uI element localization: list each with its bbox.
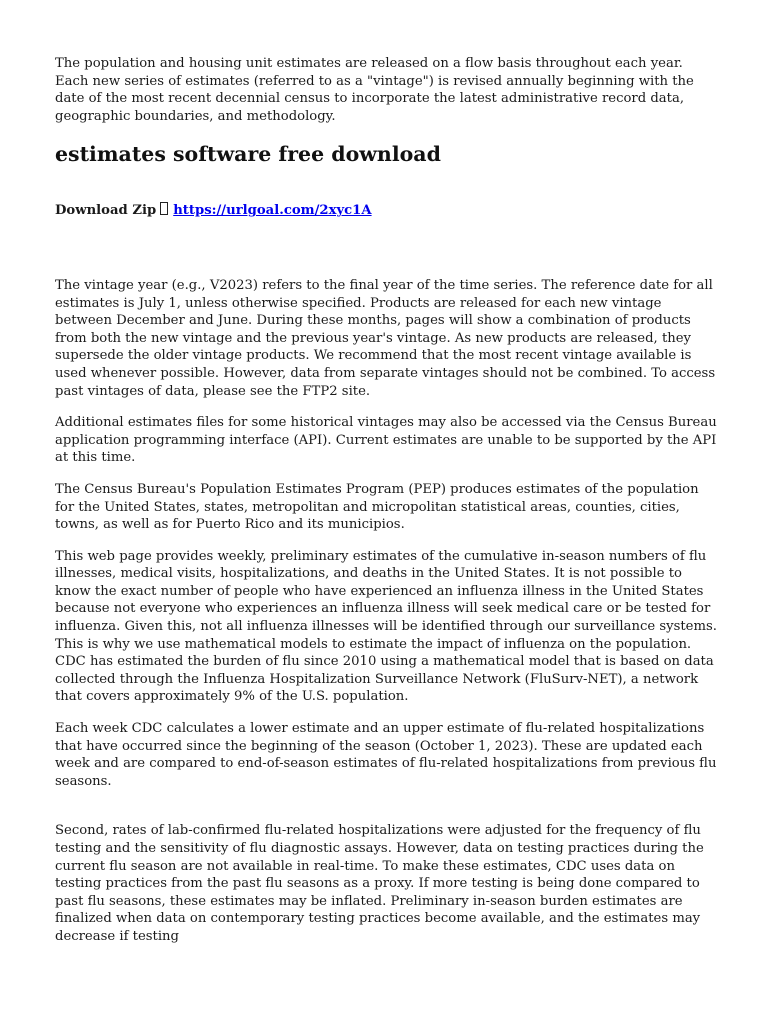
paragraph-api: Additional estimates files for some historical vintages may also be accessed via the Census Bureau application programming interface (API). Current estimates are unable to be supported by the API at this time. [55,415,717,466]
paragraph-vintage: The vintage year (e.g., V2023) refers to the final year of the time series. The reference date for all estimates is July 1, unless otherwise specified. Products are released for each new vintage between December and June. During these months, pages will show a combination of products from both the new vintage and the previous year's vintage. As new products are released, they supersede the older vintage products. We recommend that the most recent vintage available is used whenever possible. However, data from separate vintages should not be combined. To access past vintages of data, please see the FTP2 site. [55,277,716,399]
page-title: estimates software free download [55,142,441,167]
download-line [55,202,720,220]
document-page [55,55,720,946]
paragraph-flu-weekly: This web page provides weekly, preliminary estimates of the cumulative in-season numbers of flu illnesses, medical visits, hospitalizations, and deaths in the United States. It is not possible to know the exact number of people who have experienced an influenza illness in the United States because not everyone who experiences an influenza illness will seek medical care or be tested for influenza. Given this, not all influenza illnesses will be identified through our surveillance systems. This is why we use mathematical models to estimate the impact of influenza on the population. CDC has estimated the burden of flu since 2010 using a mathematical model that is based on data collected through the Influenza Hospitalization Surveillance Network (FluSurv-NET), a network that covers approximately 9% of the U.S. population. [55,548,717,705]
paragraph-pep: The Census Bureau's Population Estimates Program (PEP) produces estimates of the population for the United States, states, metropolitan and micropolitan statistical areas, counties, cities, towns, as well as for Puerto Rico and its municipios. [55,481,699,533]
download-label: Download Zip [55,203,157,219]
paragraph-cdc-estimates: Each week CDC calculates a lower estimate and an upper estimate of flu-related hospitalizations that have occurred since the beginning of the season (October 1, 2023). These are updated each week and are compared to end-of-season estimates of flu-related hospitalizations from previous flu seasons. [55,721,717,789]
paragraph-testing: Second, rates of lab-confirmed flu-related hospitalizations were adjusted for the frequency of flu testing and the sensitivity of flu diagnostic assays. However, data on testing practices during the current flu season are not available in real-time. To make these estimates, CDC uses data on testing practices from the past flu seasons as a proxy. If more testing is being done compared to past flu seasons, these estimates may be inflated. Preliminary in-season burden estimates are finalized when data on contemporary testing practices become available, and the estimates may decrease if testing [55,823,704,944]
missing-glyph-icon [160,202,168,215]
intro-paragraph: The population and housing unit estimates are released on a flow basis throughout each year. Each new series of estimates (referred to as a "vintage") is revised annually beginning with the date of the most recent decennial census to incorporate the latest administrative record data, geographic boundaries, and methodology. [55,56,694,124]
download-link[interactable]: https://urlgoal.com/2xyc1A [173,203,372,219]
